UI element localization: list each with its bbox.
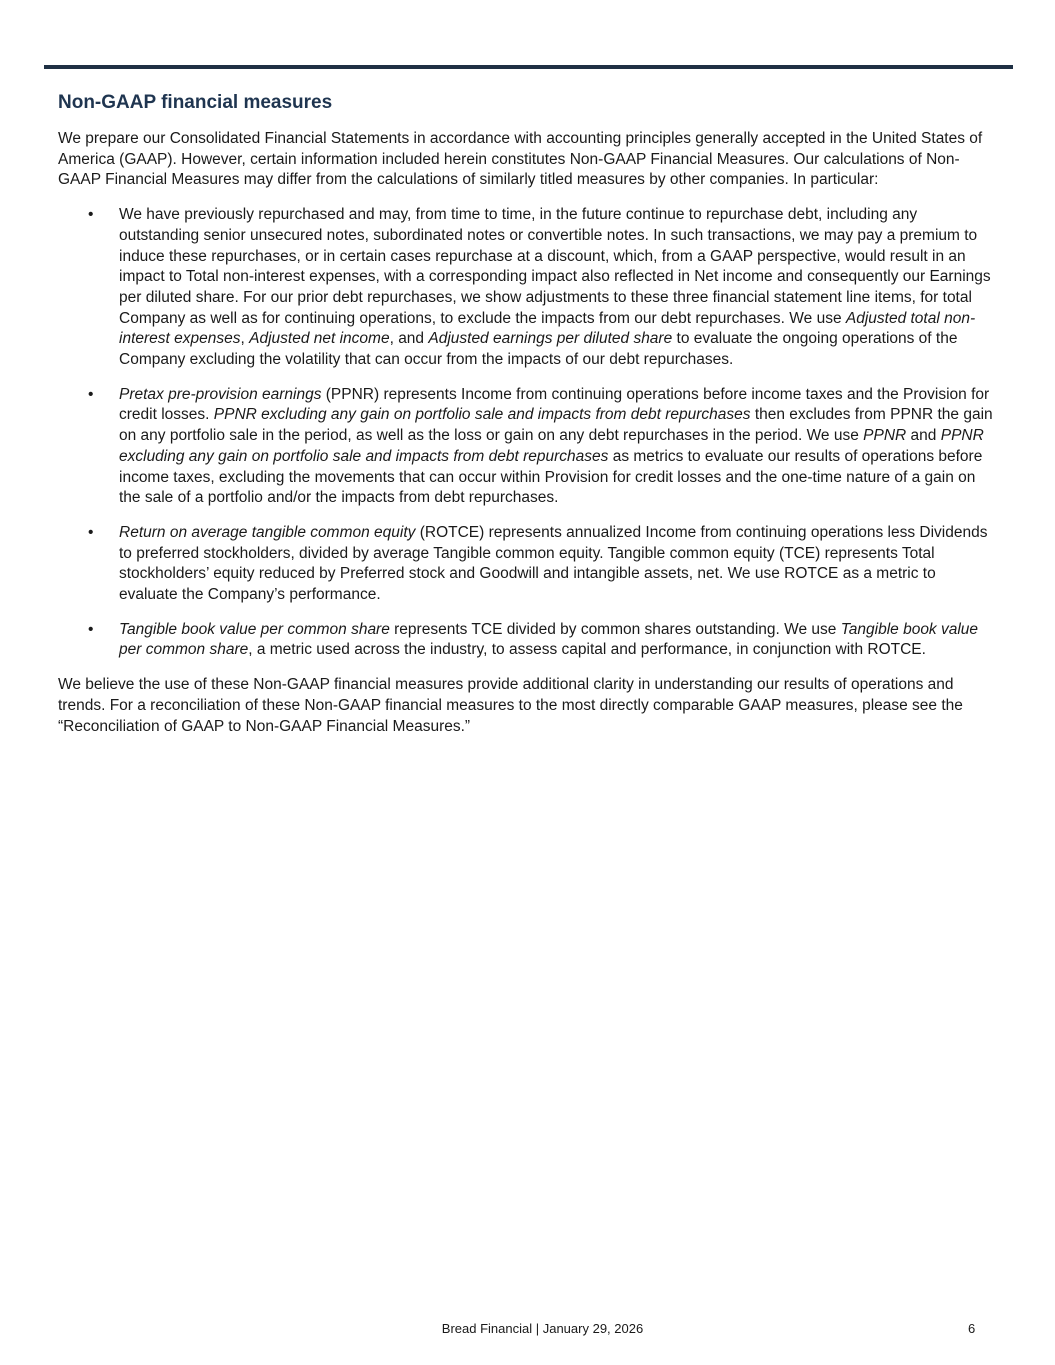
italic-term: PPNR excluding any gain on portfolio sale and impacts from debt repurchases (119, 427, 984, 465)
document-body (58, 90, 998, 737)
footer-text: Bread Financial | January 29, 2026 (441, 1321, 644, 1336)
closing-paragraph: We believe the use of these Non-GAAP financial measures provide additional clarity in understanding our results of operations and trends. For a reconciliation of these Non-GAAP financial measures to the most directly comparable GAAP measures, please see the “Reconciliation of GAAP to Non-GAAP Financial Measures.” (58, 676, 963, 735)
text-run: then excludes from PPNR the gain on any portfolio sale in the period, as well as the loss or gain on any debt repurchases in the period. We use (119, 406, 993, 445)
text-run: and (906, 427, 941, 445)
italic-term: PPNR (863, 427, 907, 445)
text-run: We have previously repurchased and may, from time to time, in the future continue to repurchase debt, including any outstanding senior unsecured notes, subordinated notes or convertible notes. In such transactions, we may pay a premium to induce these repurchases, or in certain cases repurchase at a discount, which, from a GAAP perspective, would result in an impact to Total non-interest expenses, with a corresponding impact also reflected in Net income and consequently our Earnings per diluted share. For our prior debt repurchases, we show adjustments to these three financial statement line items, for total Company as well as for continuing operations, to exclude the impacts from our debt repurchases. We use (119, 206, 991, 327)
italic-term: PPNR excluding any gain on portfolio sale and impacts from debt repurchases (213, 406, 751, 424)
list-item (58, 620, 998, 661)
section-title: Non-GAAP financial measures (58, 92, 333, 113)
text-run: , and (389, 330, 429, 348)
list-item (58, 523, 998, 606)
header-rule (44, 65, 1013, 69)
text-run: as metrics to evaluate our results of operations before income taxes, excluding the movements that can occur within Provision for credit losses and the one-time nature of a gain on the sale of a portfolio and/or the impacts from debt repurchases. (119, 447, 983, 507)
text-run: (ROTCE) represents annualized Income from continuing operations less Dividends to preferred stockholders, divided by average Tangible common equity. Tangible common equity (TCE) represents Total stockholders’ equity reduced by Preferred stock and Goodwill and intangible assets, net. We use ROTCE as a metric to evaluate the Company’s performance. (119, 523, 988, 604)
italic-term: Adjusted earnings per diluted share (428, 330, 673, 348)
bullet-marker: • (88, 620, 94, 638)
text-run: (PPNR) represents Income from continuing operations before income taxes and the Provision for credit losses. (119, 385, 990, 424)
bullet-list (58, 205, 998, 661)
italic-term: Pretax pre-provision earnings (119, 385, 322, 403)
text-run: represents TCE divided by common shares outstanding. We use (389, 620, 841, 638)
intro-paragraph: We prepare our Consolidated Financial Statements in accordance with accounting principles generally accepted in the United States of America (GAAP). However, certain information included herein constitutes Non-GAAP Financial Measures. Our calculations of Non-GAAP Financial Measures may differ from the calculations of similarly titled measures by other companies. In particular: (58, 130, 983, 189)
text-run: to evaluate the ongoing operations of the Company excluding the volatility that can occur from the impacts of our debt repurchases. (119, 330, 958, 369)
bullet-marker: • (88, 385, 94, 403)
page-number: 6 (968, 1321, 976, 1336)
list-item (58, 385, 998, 509)
italic-term: Tangible book value per common share (119, 620, 979, 659)
text-run: , a metric used across the industry, to assess capital and performance, in conjunction with ROTCE. (248, 641, 926, 659)
italic-term: Tangible book value per common share (119, 620, 390, 638)
bullet-marker: • (88, 523, 94, 541)
text-run: , (240, 330, 250, 348)
bullet-marker: • (88, 206, 94, 224)
italic-term: Adjusted total non-interest expenses (119, 309, 976, 348)
list-item (58, 205, 998, 371)
italic-term: Adjusted net income (249, 330, 390, 348)
italic-term: Return on average tangible common equity (119, 523, 416, 541)
